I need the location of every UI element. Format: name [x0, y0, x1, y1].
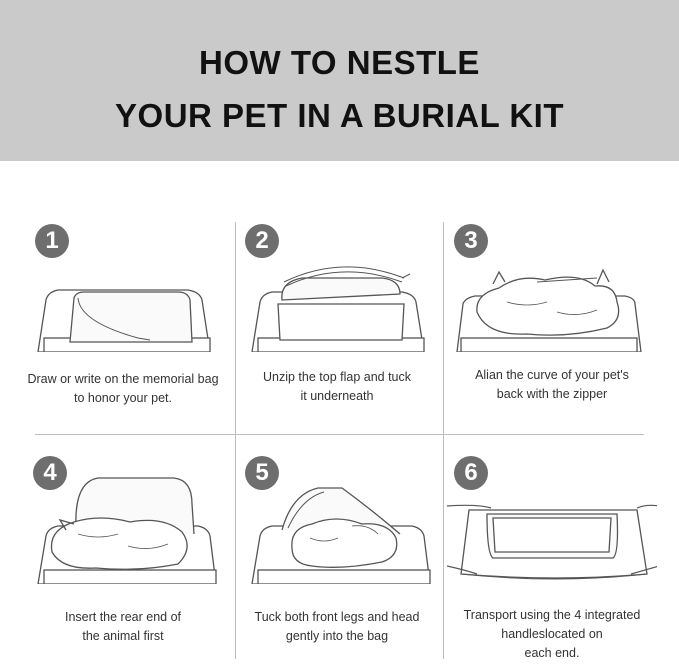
bag-illustration [18, 242, 228, 352]
step-caption-line: it underneath [300, 389, 374, 403]
title-line-1: HOW TO NESTLE [199, 44, 480, 81]
step-2 [232, 224, 442, 439]
step-caption-line: Draw or write on the memorial bag [27, 372, 219, 386]
bag-carried-illustration [447, 474, 657, 584]
bag-illustration [232, 242, 442, 352]
step-6 [447, 456, 657, 671]
step-5 [232, 456, 442, 671]
step-caption-line: Tuck both front legs and head [254, 610, 420, 624]
step-caption-line: Alian the curve of your pet's [475, 368, 629, 382]
step-number-badge: 5 [245, 456, 279, 490]
title-line-2: YOUR PET IN A BURIAL KIT [115, 97, 564, 134]
step-caption-line: Insert the rear end of [64, 610, 182, 624]
step-caption-line: Transport using the 4 integrated [463, 608, 641, 622]
step-caption-line: the animal first [82, 629, 164, 643]
step-caption-line: back with the zipper [496, 387, 608, 401]
step-caption-line: gently into the bag [285, 629, 389, 643]
bag-with-pet-illustration [232, 474, 442, 584]
step-number-badge: 4 [33, 456, 67, 490]
step-number-badge: 2 [245, 224, 279, 258]
step-caption-line: each end. [524, 646, 580, 660]
column-divider-right [443, 222, 444, 659]
bag-with-pet-illustration [18, 474, 228, 584]
step-caption-line: handleslocated on [501, 627, 603, 641]
step-number-badge: 1 [35, 224, 69, 258]
step-number-badge: 6 [454, 456, 488, 490]
step-caption-line: to honor your pet. [74, 391, 172, 405]
title-banner [0, 0, 679, 161]
step-3 [447, 224, 657, 439]
step-1 [18, 224, 228, 439]
step-number-badge: 3 [454, 224, 488, 258]
bag-with-pet-illustration [447, 242, 657, 352]
step-4 [18, 456, 228, 671]
step-caption-line: Unzip the top flap and tuck [262, 370, 411, 384]
